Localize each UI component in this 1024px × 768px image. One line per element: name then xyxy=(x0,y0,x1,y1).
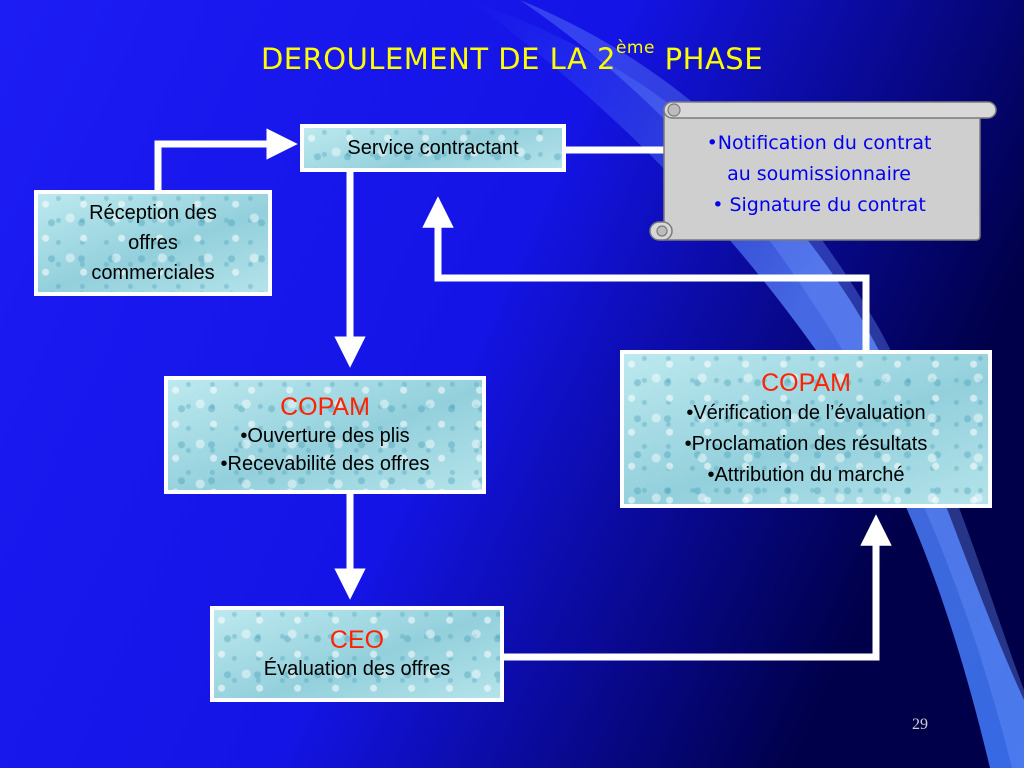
title-end: PHASE xyxy=(654,42,764,76)
scroll-item: •Notification du contrat xyxy=(706,132,932,154)
node-ceo xyxy=(210,606,504,702)
node-item: •Ouverture des plis xyxy=(240,425,410,447)
node-head: COPAM xyxy=(280,393,370,421)
page-number: 29 xyxy=(912,716,928,733)
node-line: offres xyxy=(128,232,178,254)
node-copam-right xyxy=(620,350,992,508)
node-head: COPAM xyxy=(761,368,851,397)
node-line: Réception des xyxy=(89,202,217,224)
node-head: CEO xyxy=(329,626,385,654)
title-main: DEROULEMENT DE LA 2 xyxy=(260,42,616,76)
node-line: commerciales xyxy=(91,262,215,284)
node-service-contractant xyxy=(300,124,566,172)
node-copam-left xyxy=(164,376,486,494)
node-item: •Proclamation des résultats xyxy=(684,432,928,455)
node-reception-offres xyxy=(34,190,272,296)
scroll-item: au soumissionnaire xyxy=(727,163,911,185)
node-item: Évaluation des offres xyxy=(263,658,451,680)
node-label: Service contractant xyxy=(347,137,519,159)
title-superscript: ème xyxy=(615,38,655,58)
node-item: •Recevabilité des offres xyxy=(220,453,430,475)
slide-title xyxy=(0,38,1024,76)
node-item: •Vérification de l’évaluation xyxy=(686,401,926,424)
scroll-note xyxy=(664,128,974,221)
node-item: •Attribution du marché xyxy=(707,463,905,486)
scroll-item: • Signature du contrat xyxy=(712,194,926,216)
